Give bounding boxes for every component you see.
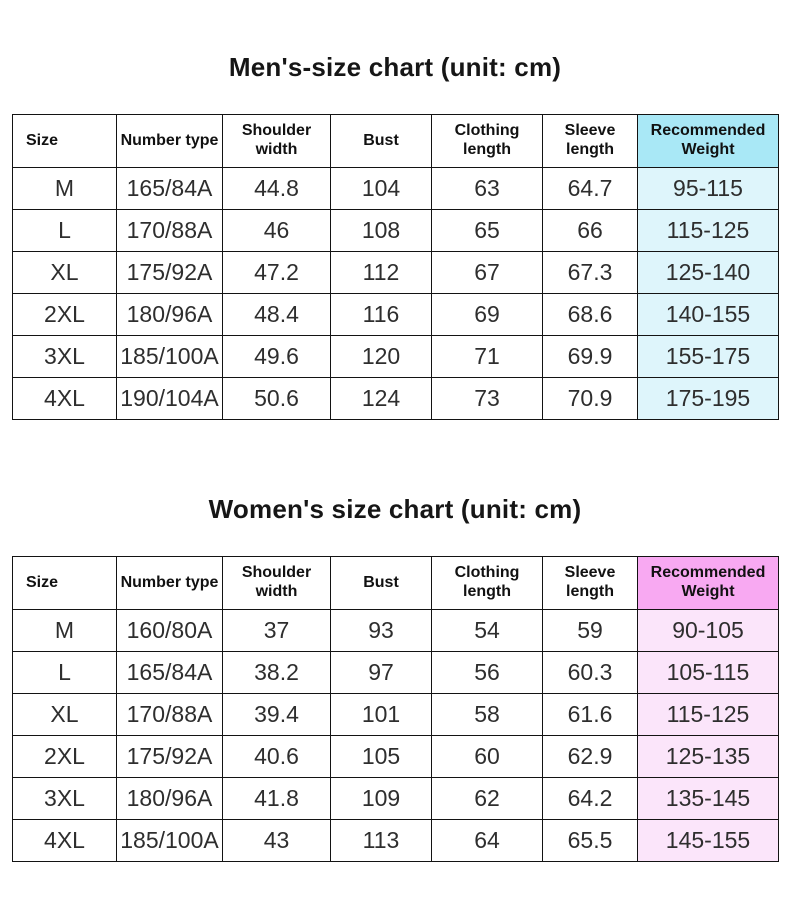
value-cell: 69 [432, 294, 543, 336]
value-cell: 90-105 [638, 610, 779, 652]
value-cell: 70.9 [543, 378, 638, 420]
value-cell: 112 [331, 252, 432, 294]
value-cell: 62 [432, 778, 543, 820]
value-cell: 97 [331, 652, 432, 694]
value-cell: 165/84A [117, 168, 223, 210]
value-cell: 124 [331, 378, 432, 420]
value-cell: 63 [432, 168, 543, 210]
value-cell: 140-155 [638, 294, 779, 336]
value-cell: 115-125 [638, 210, 779, 252]
mens-size-table [12, 114, 779, 420]
value-cell: 180/96A [117, 778, 223, 820]
size-cell: 4XL [13, 378, 117, 420]
value-cell: 109 [331, 778, 432, 820]
value-cell: 59 [543, 610, 638, 652]
value-cell: 65.5 [543, 820, 638, 862]
column-header-size: Size [13, 557, 117, 610]
value-cell: 37 [223, 610, 331, 652]
value-cell: 56 [432, 652, 543, 694]
value-cell: 69.9 [543, 336, 638, 378]
size-cell: 2XL [13, 736, 117, 778]
womens-size-table [12, 556, 779, 862]
value-cell: 58 [432, 694, 543, 736]
value-cell: 185/100A [117, 336, 223, 378]
value-cell: 101 [331, 694, 432, 736]
table-row-xl [13, 252, 779, 294]
value-cell: 190/104A [117, 378, 223, 420]
size-cell: M [13, 168, 117, 210]
value-cell: 170/88A [117, 694, 223, 736]
value-cell: 38.2 [223, 652, 331, 694]
value-cell: 125-135 [638, 736, 779, 778]
size-cell: L [13, 652, 117, 694]
value-cell: 41.8 [223, 778, 331, 820]
value-cell: 175-195 [638, 378, 779, 420]
size-cell: M [13, 610, 117, 652]
value-cell: 39.4 [223, 694, 331, 736]
womens-size-chart-section [12, 492, 778, 862]
value-cell: 71 [432, 336, 543, 378]
value-cell: 73 [432, 378, 543, 420]
table-row-l [13, 210, 779, 252]
value-cell: 49.6 [223, 336, 331, 378]
value-cell: 95-115 [638, 168, 779, 210]
value-cell: 175/92A [117, 252, 223, 294]
column-header-shoulder-width: Shoulder width [223, 115, 331, 168]
value-cell: 44.8 [223, 168, 331, 210]
column-header-sleeve-length: Sleeve length [543, 557, 638, 610]
value-cell: 105-115 [638, 652, 779, 694]
table-row-4xl [13, 378, 779, 420]
value-cell: 104 [331, 168, 432, 210]
value-cell: 160/80A [117, 610, 223, 652]
size-cell: 4XL [13, 820, 117, 862]
value-cell: 65 [432, 210, 543, 252]
size-cell: 2XL [13, 294, 117, 336]
mens-chart-title: Men's-size chart (unit: cm) [228, 52, 562, 82]
table-row-m [13, 168, 779, 210]
value-cell: 60 [432, 736, 543, 778]
value-cell: 67.3 [543, 252, 638, 294]
column-header-clothing-length: Clothing length [432, 115, 543, 168]
value-cell: 93 [331, 610, 432, 652]
value-cell: 61.6 [543, 694, 638, 736]
table-row-3xl [13, 778, 779, 820]
value-cell: 115-125 [638, 694, 779, 736]
value-cell: 40.6 [223, 736, 331, 778]
value-cell: 155-175 [638, 336, 779, 378]
value-cell: 165/84A [117, 652, 223, 694]
value-cell: 60.3 [543, 652, 638, 694]
mens-size-chart-section [12, 50, 778, 420]
column-header-bust: Bust [331, 115, 432, 168]
value-cell: 64.2 [543, 778, 638, 820]
value-cell: 120 [331, 336, 432, 378]
column-header-recommended-weight: Recommended Weight [638, 115, 779, 168]
value-cell: 67 [432, 252, 543, 294]
value-cell: 175/92A [117, 736, 223, 778]
table-row-2xl [13, 736, 779, 778]
column-header-size: Size [13, 115, 117, 168]
value-cell: 180/96A [117, 294, 223, 336]
value-cell: 62.9 [543, 736, 638, 778]
column-header-number-type: Number type [117, 557, 223, 610]
value-cell: 64.7 [543, 168, 638, 210]
table-row-4xl [13, 820, 779, 862]
value-cell: 105 [331, 736, 432, 778]
value-cell: 66 [543, 210, 638, 252]
table-row-2xl [13, 294, 779, 336]
value-cell: 135-145 [638, 778, 779, 820]
value-cell: 170/88A [117, 210, 223, 252]
value-cell: 43 [223, 820, 331, 862]
column-header-sleeve-length: Sleeve length [543, 115, 638, 168]
value-cell: 54 [432, 610, 543, 652]
table-row-3xl [13, 336, 779, 378]
header-row [13, 557, 779, 610]
size-cell: 3XL [13, 336, 117, 378]
column-header-number-type: Number type [117, 115, 223, 168]
column-header-recommended-weight: Recommended Weight [638, 557, 779, 610]
value-cell: 185/100A [117, 820, 223, 862]
value-cell: 116 [331, 294, 432, 336]
value-cell: 48.4 [223, 294, 331, 336]
header-row [13, 115, 779, 168]
value-cell: 47.2 [223, 252, 331, 294]
value-cell: 113 [331, 820, 432, 862]
column-header-bust: Bust [331, 557, 432, 610]
value-cell: 46 [223, 210, 331, 252]
value-cell: 68.6 [543, 294, 638, 336]
table-row-l [13, 652, 779, 694]
size-cell: L [13, 210, 117, 252]
value-cell: 64 [432, 820, 543, 862]
table-row-xl [13, 694, 779, 736]
value-cell: 108 [331, 210, 432, 252]
column-header-shoulder-width: Shoulder width [223, 557, 331, 610]
value-cell: 125-140 [638, 252, 779, 294]
column-header-clothing-length: Clothing length [432, 557, 543, 610]
value-cell: 145-155 [638, 820, 779, 862]
size-cell: XL [13, 252, 117, 294]
size-cell: XL [13, 694, 117, 736]
table-row-m [13, 610, 779, 652]
value-cell: 50.6 [223, 378, 331, 420]
size-cell: 3XL [13, 778, 117, 820]
womens-chart-title: Women's size chart (unit: cm) [208, 494, 582, 524]
